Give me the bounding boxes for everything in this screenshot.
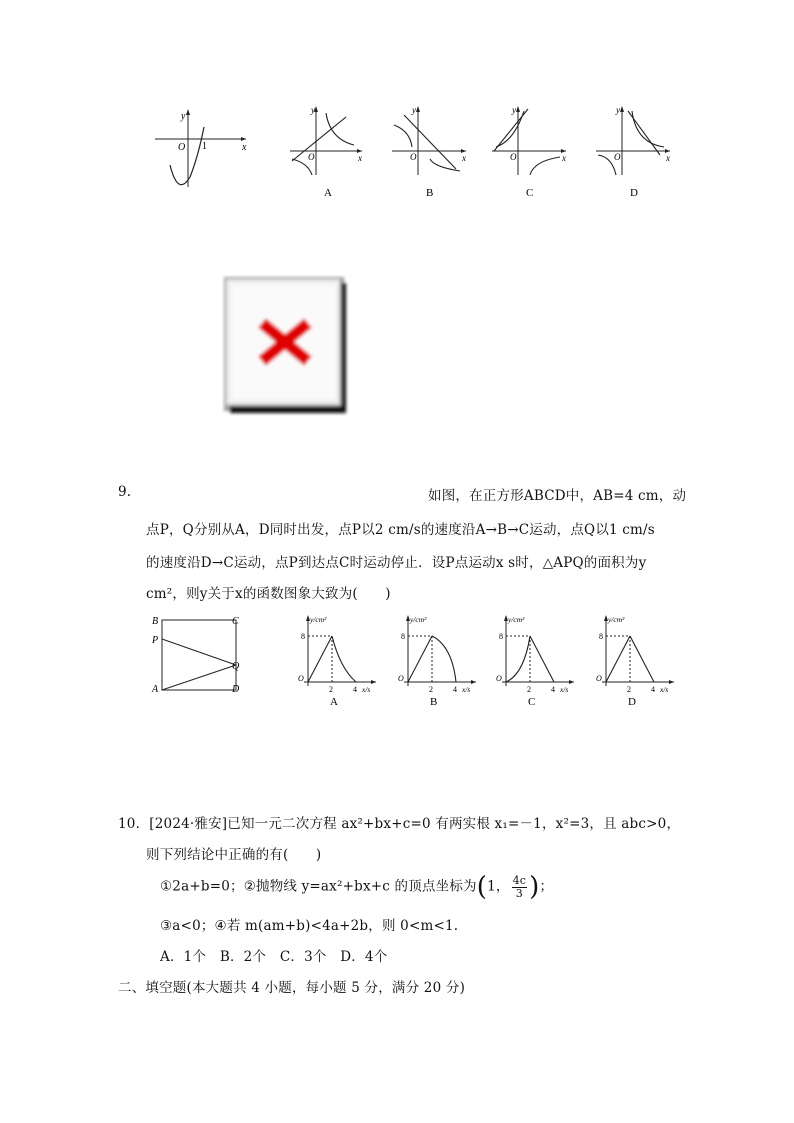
q8-option-c-label: C (526, 187, 534, 198)
q9d-y-label: y/cm² (608, 615, 625, 624)
vertex-numerator: 4c (512, 873, 527, 887)
label-a: A (152, 684, 159, 695)
c-x-label: x (562, 153, 566, 163)
q9b-eight-label: 8 (401, 632, 405, 641)
q8-given-graph (150, 105, 250, 190)
q10-line-1: 10．[2024·雅安]已知一元二次方程 ax²+bx+c=0 有两实根 x₁=－1，x²=3，且 abc>0， (118, 816, 681, 832)
q9c-four-label: 4 (551, 685, 555, 694)
q9a-four-label: 4 (353, 685, 357, 694)
given-one-label: 1 (202, 141, 207, 152)
q9c-two-label: 2 (527, 685, 531, 694)
q9b-y-label: y/cm² (410, 615, 427, 624)
q9-option-c-graph (490, 612, 580, 708)
given-y-label: y (181, 111, 186, 122)
a-y-label: y (311, 105, 315, 115)
q9b-two-label: 2 (429, 685, 433, 694)
a-x-label: x (358, 153, 362, 163)
q10-line-3 (160, 872, 553, 902)
b-y-label: y (412, 105, 416, 115)
label-b: B (152, 616, 159, 627)
q9b-x-label: x/s (462, 685, 471, 694)
q9d-two-label: 2 (627, 685, 631, 694)
q9-line-2: 点P，Q分别从A，D同时出发，点P以2 cm/s的速度沿A→B→C运动，点Q以1 cm/s (146, 522, 655, 538)
vertex-denominator: 3 (515, 886, 523, 900)
q10-options: A．1个 B．2个 C．3个 D．4个 (160, 949, 388, 965)
q9a-origin-label: O (298, 674, 304, 683)
q9-line-3: 的速度沿D→C运动，点P到达点C时运动停止．设P点运动x s时，△APQ的面积为y (146, 555, 647, 571)
section-2-heading: 二、填空题(本大题共 4 小题，每小题 5 分，满分 20 分) (118, 980, 466, 996)
d-y-label: y (616, 105, 620, 115)
q9d-x-label: x/s (660, 685, 669, 694)
q9c-x-label: x/s (560, 685, 569, 694)
given-x-label: x (242, 142, 247, 153)
q8-option-a-label: A (324, 187, 332, 198)
q9-option-d-graph (590, 612, 680, 708)
q8-option-d-label: D (630, 187, 638, 198)
right-paren: ) (529, 872, 540, 902)
q9-square-figure (148, 612, 248, 698)
q10-line-3-text: ①2a+b=0；②抛物线 y=ax²+bx+c 的顶点坐标为 (160, 878, 477, 895)
a-origin-label: O (308, 152, 315, 162)
c-origin-label: O (510, 152, 517, 162)
q9b-four-label: 4 (453, 685, 457, 694)
q8-option-a-graph (286, 103, 366, 198)
q9c-eight-label: 8 (499, 632, 503, 641)
c-y-label: y (512, 105, 516, 115)
q10-line-4: ③a<0；④若 m(am+b)<4a+2b，则 0<m<1. (160, 918, 459, 934)
q10-line-3-end: ； (539, 878, 554, 895)
q8-option-d-graph (594, 103, 674, 198)
q9c-y-label: y/cm² (508, 615, 525, 624)
vertex-fraction (512, 875, 528, 900)
q8-option-c-graph (490, 103, 570, 198)
q9-option-b-graph (392, 612, 482, 708)
q9d-eight-label: 8 (599, 632, 603, 641)
q9-option-d-label: D (628, 696, 636, 708)
q9-number: 9. (118, 484, 132, 500)
label-c: C (232, 616, 239, 627)
label-q: Q (232, 661, 240, 672)
left-paren: ( (476, 872, 488, 902)
q9d-four-label: 4 (651, 685, 655, 694)
q9a-eight-label: 8 (301, 632, 305, 641)
label-d: D (232, 684, 240, 695)
vertex-x: 1， (487, 878, 510, 895)
q9-line-1: 如图，在正方形ABCD中，AB=4 cm，动 (428, 488, 687, 504)
q8-option-b-graph (390, 103, 470, 198)
q9-line-4: cm²，则y关于x的函数图象大致为( ) (146, 586, 391, 602)
q9b-origin-label: O (398, 674, 404, 683)
q10-line-2: 则下列结论中正确的有( ) (146, 847, 322, 863)
q8-option-b-label: B (426, 187, 434, 198)
broken-image-icon (222, 275, 350, 417)
q9c-origin-label: O (496, 674, 502, 683)
b-x-label: x (462, 153, 466, 163)
q9-option-c-label: C (528, 696, 536, 708)
given-origin-label: O (178, 142, 186, 153)
d-origin-label: O (614, 152, 621, 162)
q9d-origin-label: O (596, 674, 602, 683)
label-p: P (152, 635, 159, 646)
q9a-x-label: x/s (362, 685, 371, 694)
q9-option-b-label: B (430, 696, 438, 708)
b-origin-label: O (410, 152, 417, 162)
q9-option-a-graph (292, 612, 382, 708)
q9-option-a-label: A (330, 696, 338, 708)
q9a-two-label: 2 (329, 685, 333, 694)
d-x-label: x (666, 153, 670, 163)
q9a-y-label: y/cm² (310, 615, 327, 624)
